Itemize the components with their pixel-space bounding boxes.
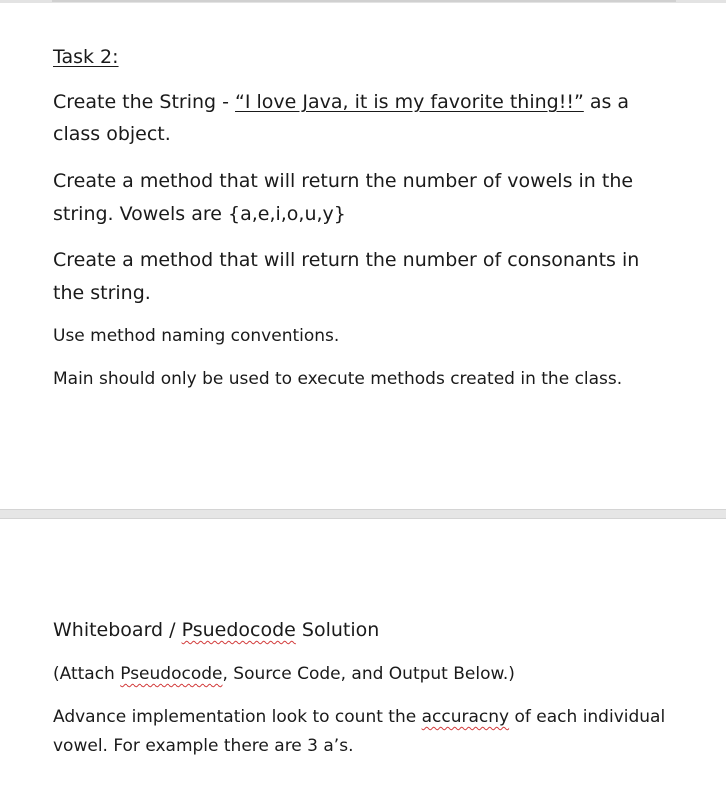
task-string-literal: “I love Java, it is my favorite thing!!” [235,91,584,113]
consonants-instruction-line2: the string. [53,282,151,304]
spelling-error-word[interactable]: Pseudocode [120,664,223,684]
task-class-object-line: class object. [53,123,171,145]
attach-prefix: (Attach [53,664,121,684]
spelling-error-word[interactable]: Psuedocode [181,619,296,641]
document-page-task [0,3,726,509]
task-heading [53,41,119,73]
spelling-error-word[interactable]: accuracny [421,707,510,727]
vowels-instruction-line2: string. Vowels are {a,e,i,o,u,y} [53,203,346,225]
attach-instruction [53,660,515,688]
task-string-suffix: as a [583,91,630,113]
main-usage-note: Main should only be used to execute methods created in the class. [53,369,623,389]
naming-conventions-note: Use method naming conventions. [53,326,340,346]
page-top-border [52,0,676,2]
document-page-solution [0,519,726,808]
consonants-instruction-line1: Create a method that will return the number of consonants in [53,249,640,271]
solution-heading-suffix: Solution [295,619,380,641]
advance-implementation-line1 [53,703,665,731]
attach-suffix: , Source Code, and Output Below.) [222,664,515,684]
advance-prefix: Advance implementation look to count the [53,707,422,727]
task-string-line [53,86,629,118]
task-string-prefix: Create the String - [53,91,236,113]
vowels-instruction-line1: Create a method that will return the number of vowels in the [53,170,634,192]
task-heading-text: Task 2: [53,46,119,68]
solution-heading-prefix: Whiteboard / [53,619,182,641]
page-break [0,509,726,519]
advance-suffix: of each individual [509,707,666,727]
advance-implementation-line2: vowel. For example there are 3 a’s. [53,736,354,756]
solution-heading [53,614,379,646]
